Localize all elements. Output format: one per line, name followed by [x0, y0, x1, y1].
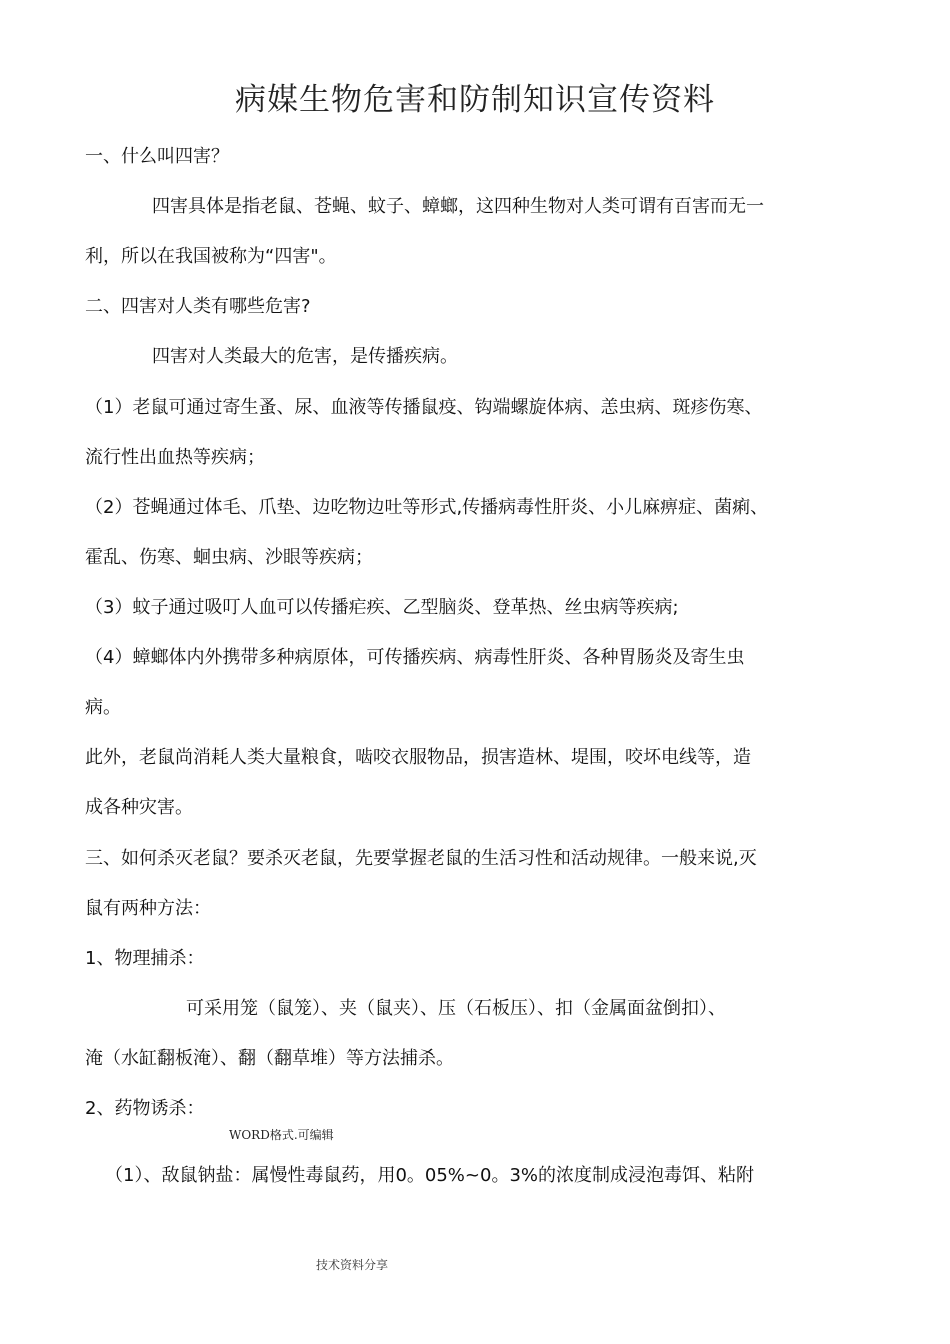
paragraph-line: 成各种灾害。	[85, 797, 193, 818]
document-title: 病媒生物危害和防制知识宣传资料	[235, 82, 715, 118]
paragraph-line: 四害具体是指老鼠、苍蝇、蚊子、蟑螂，这四种生物对人类可谓有百害而无一	[152, 196, 764, 217]
list-item-line: （1）老鼠可通过寄生蚤、尿、血液等传播鼠疫、钩端螺旋体病、恙虫病、斑疹伤寒、	[85, 397, 763, 418]
list-item-line: 病。	[85, 697, 121, 718]
heading-section-3: 三、如何杀灭老鼠？要杀灭老鼠，先要掌握老鼠的生活习性和活动规律。一般来说,灭	[85, 848, 757, 869]
paragraph-line: 淹（水缸翻板淹）、翻（翻草堆）等方法捕杀。	[85, 1048, 454, 1069]
subheading-physical: 1、物理捕杀：	[85, 948, 205, 969]
page-footer: 技术资料分享	[316, 1258, 389, 1272]
list-item-line: （3）蚊子通过吸叮人血可以传播疟疾、乙型脑炎、登革热、丝虫病等疾病;	[85, 597, 679, 618]
paragraph-line: 可采用笼（鼠笼）、夹（鼠夹）、压（石板压）、扣（金属面盆倒扣）、	[186, 998, 726, 1019]
paragraph-line: 利，所以在我国被称为“四害"。	[85, 246, 337, 267]
paragraph-line: 此外，老鼠尚消耗人类大量粮食，啮咬衣服物品，损害造林、堤围，咬坏电线等，造	[85, 747, 751, 768]
watermark-text: WORD格式.可编辑	[229, 1128, 334, 1142]
paragraph-line: 四害对人类最大的危害，是传播疾病。	[152, 346, 458, 367]
list-item-line: （1）、敌鼠钠盐：属慢性毒鼠药，用0。05%~0。3%的浓度制成浸泡毒饵、粘附	[105, 1165, 754, 1186]
list-item-line: （4）蟑螂体内外携带多种病原体，可传播疾病、病毒性肝炎、各种胃肠炎及寄生虫	[85, 647, 745, 668]
heading-section-2: 二、四害对人类有哪些危害?	[85, 296, 311, 317]
list-item-line: 流行性出血热等疾病；	[85, 447, 265, 468]
list-item-line: 霍乱、伤寒、蛔虫病、沙眼等疾病；	[85, 547, 373, 568]
paragraph-line: 鼠有两种方法：	[85, 898, 211, 919]
list-item-line: （2）苍蝇通过体毛、爪垫、边吃物边吐等形式,传播病毒性肝炎、小儿麻痹症、菌痢、	[85, 497, 769, 518]
subheading-chemical: 2、药物诱杀：	[85, 1098, 205, 1119]
heading-section-1: 一、什么叫四害？	[85, 146, 229, 167]
